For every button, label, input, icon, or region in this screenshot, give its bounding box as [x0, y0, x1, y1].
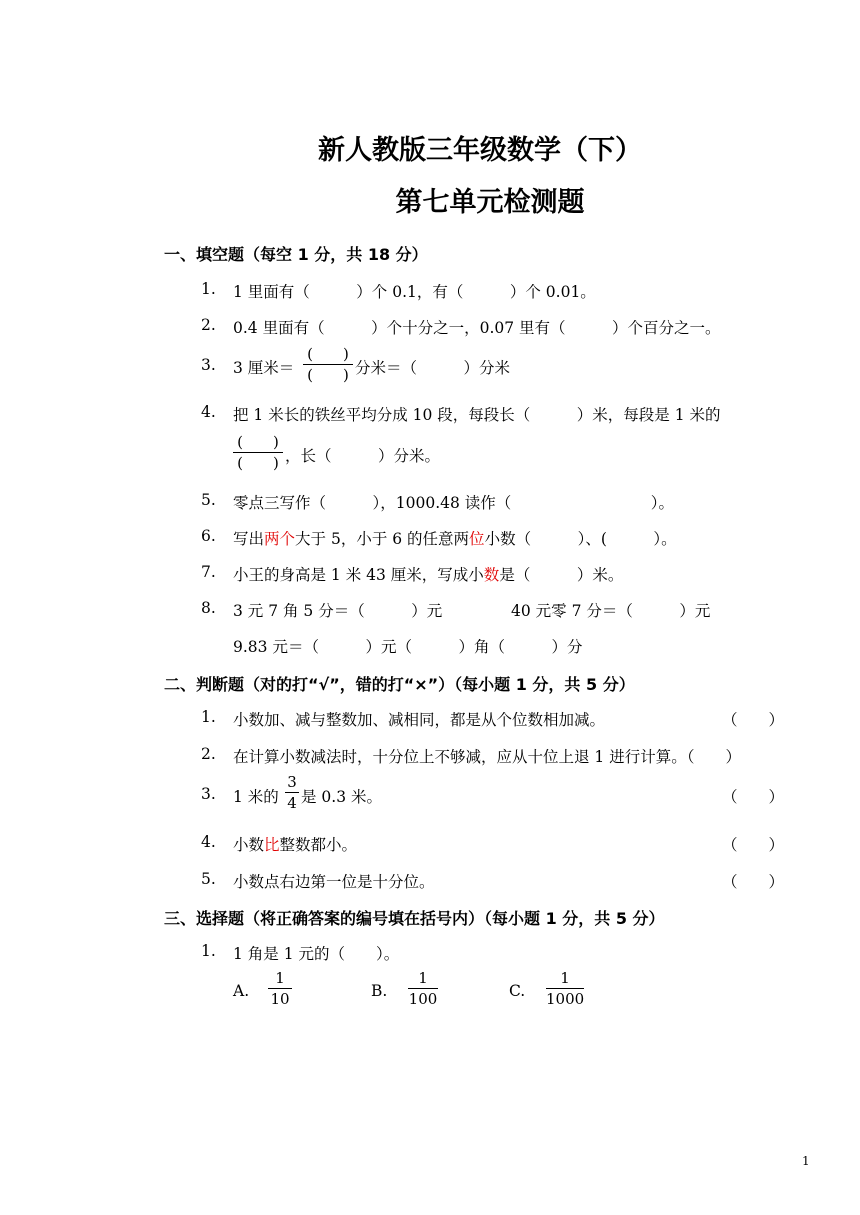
highlighted-text: 两个: [264, 530, 296, 548]
question-text: 3 元 7 角 5 分＝（ ）元: [233, 602, 443, 620]
question-number: 2.: [201, 745, 216, 763]
fraction-bar: [546, 988, 584, 989]
answer-paren[interactable]: （ ）: [722, 836, 785, 854]
fraction-denominator: ( ): [237, 454, 279, 472]
text-segment: 小数（ ）、( ）。: [484, 530, 677, 548]
question-number: 7.: [201, 563, 216, 581]
question-text: ，长（ ）分米。: [285, 447, 441, 465]
question-text: 把 1 米长的铁丝平均分成 10 段，每段长（ ）米，每段是 1 米的: [233, 406, 721, 424]
question-text: [233, 833, 357, 855]
question-text: 分米＝（ ）分米: [355, 359, 511, 377]
question-number: 4.: [201, 833, 216, 851]
fraction-numerator: 1: [418, 969, 428, 987]
answer-paren[interactable]: （ ）: [722, 788, 785, 806]
fraction-bar: [285, 792, 299, 793]
fraction-numerator: 1: [560, 969, 570, 987]
answer-paren[interactable]: （ ）: [722, 873, 785, 891]
question-number: 3.: [201, 356, 216, 374]
question-text: 1 里面有（ ）个 0.1，有（ ）个 0.01。: [233, 283, 596, 301]
fraction-bar: [268, 988, 292, 989]
question-text: 是 0.3 米。: [301, 788, 383, 806]
question-number: 6.: [201, 527, 216, 545]
section-heading-multiple-choice: 三、选择题（将正确答案的编号填在括号内）（每小题 1 分，共 5 分）: [164, 909, 665, 928]
question-text: 小数点右边第一位是十分位。: [233, 873, 435, 891]
text-segment: 大于 5，小于 6 的任意两: [295, 530, 470, 548]
fraction-numerator: ( ): [307, 345, 349, 363]
highlighted-text: 比: [264, 836, 280, 854]
question-text: 小数加、减与整数加、减相同，都是从个位数相加减。: [233, 711, 606, 729]
page-number: 1: [802, 1154, 810, 1168]
text-segment: 是（ ）米。: [499, 566, 624, 584]
fraction-denominator: 1000: [546, 990, 585, 1008]
fraction: [285, 773, 299, 812]
question-number: 8.: [201, 599, 216, 617]
fraction-bar: [408, 988, 438, 989]
fraction-denominator: ( ): [307, 366, 349, 384]
option-fraction-b: [408, 969, 438, 1008]
question-text: 1 米的: [233, 788, 279, 806]
question-text: 3 厘米＝: [233, 359, 295, 377]
fraction: [303, 345, 353, 384]
question-number: 5.: [201, 491, 216, 509]
question-text: 在计算小数减法时，十分位上不够减，应从十位上退 1 进行计算。（ ）: [233, 748, 741, 766]
answer-paren[interactable]: （ ）: [722, 711, 785, 729]
question-number: 1.: [201, 280, 216, 298]
fraction-bar: [233, 452, 283, 453]
question-number: 1.: [201, 942, 216, 960]
question-text: 0.4 里面有（ ）个十分之一，0.07 里有（ ）个百分之一。: [233, 319, 721, 337]
question-number: 1.: [201, 708, 216, 726]
option-fraction-c: [546, 969, 584, 1008]
fraction-numerator: 1: [275, 969, 285, 987]
question-text: 9.83 元＝（ ）元（ ）角（ ）分: [233, 638, 583, 656]
fraction-denominator: 10: [270, 990, 290, 1008]
section-heading-true-false: 二、判断题（对的打“√”，错的打“×”）（每小题 1 分，共 5 分）: [164, 675, 635, 694]
option-label-b[interactable]: B.: [371, 982, 388, 1000]
main-title: 新人教版三年级数学（下）: [318, 135, 642, 166]
text-segment: 小王的身高是 1 米 43 厘米，写成小: [233, 566, 484, 584]
text-segment: 小数: [233, 836, 265, 854]
question-number: 2.: [201, 316, 216, 334]
text-segment: 整数都小。: [279, 836, 358, 854]
option-label-a[interactable]: A.: [233, 982, 250, 1000]
text-segment: 写出: [233, 530, 265, 548]
question-text: 40 元零 7 分＝（ ）元: [511, 602, 711, 620]
section-heading-fill-blank: 一、填空题（每空 1 分，共 18 分）: [164, 245, 428, 264]
option-fraction-a: [268, 969, 292, 1008]
option-label-c[interactable]: C.: [509, 982, 526, 1000]
fraction-denominator: 4: [287, 794, 297, 812]
fraction-denominator: 100: [408, 990, 438, 1008]
fraction-bar: [303, 364, 353, 365]
fraction-numerator: 3: [287, 773, 297, 791]
fraction-numerator: ( ): [237, 433, 279, 451]
question-text: 零点三写作（ ），1000.48 读作（ ）。: [233, 494, 675, 512]
question-number: 3.: [201, 785, 216, 803]
highlighted-text: 数: [483, 566, 500, 584]
question-text: [233, 563, 623, 585]
highlighted-text: 位: [469, 530, 485, 548]
fraction: [233, 433, 283, 472]
question-number: 4.: [201, 403, 216, 421]
unit-title: 第七单元检测题: [395, 187, 585, 218]
question-text: [233, 527, 677, 549]
question-text: 1 角是 1 元的（ ）。: [233, 945, 400, 963]
question-number: 5.: [201, 870, 216, 888]
